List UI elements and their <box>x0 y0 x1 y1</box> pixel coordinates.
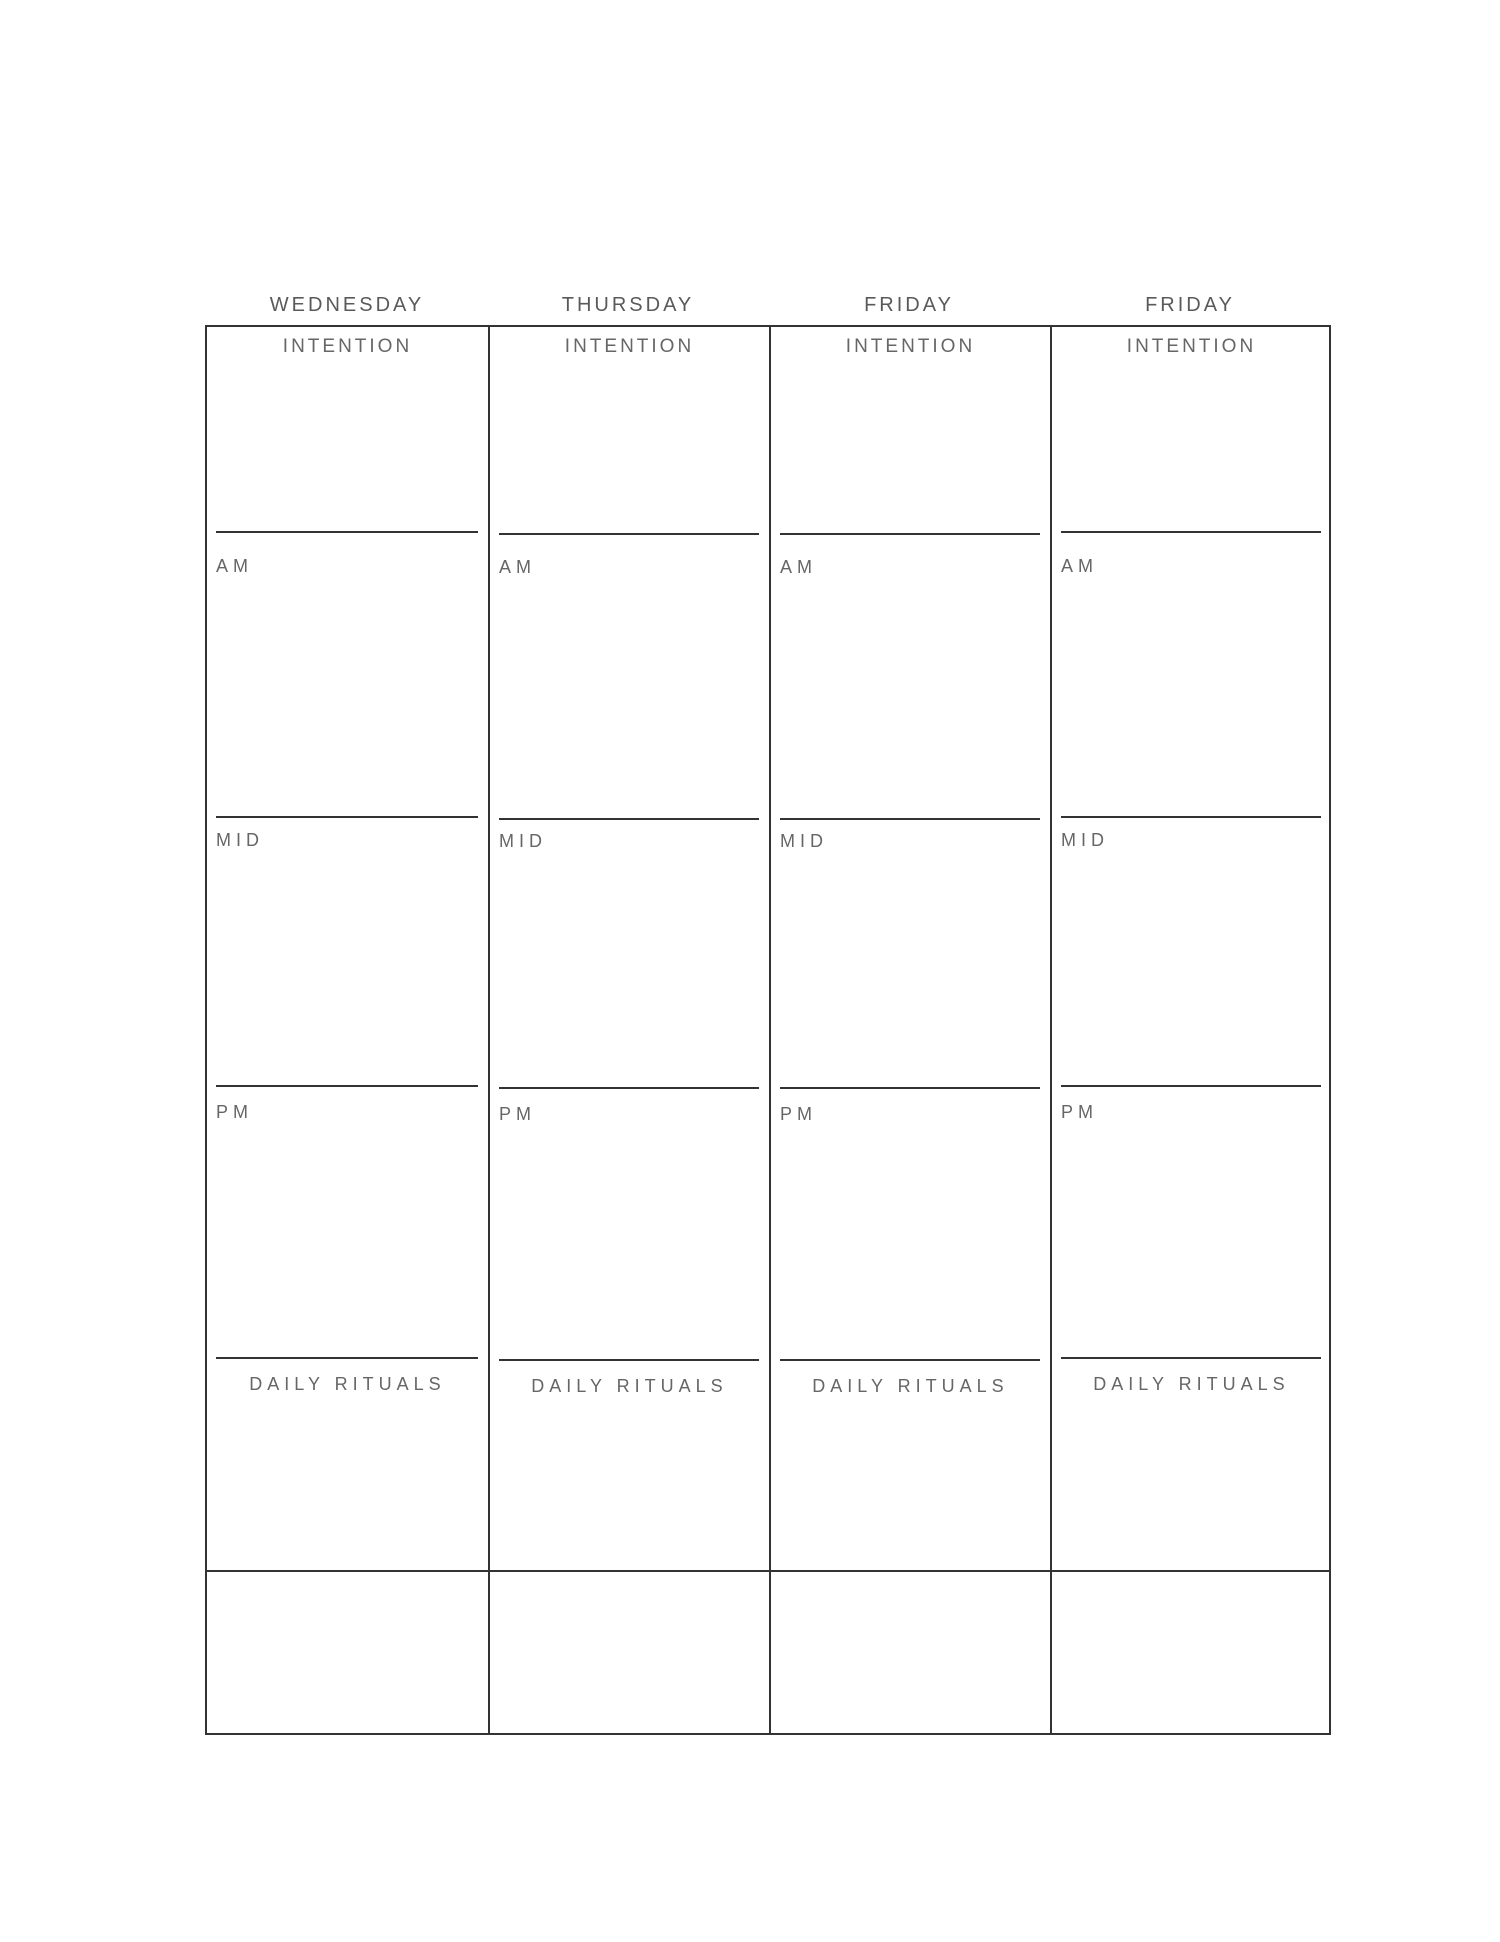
pm-divider <box>1061 1357 1321 1359</box>
daily-rituals-label: DAILY RITUALS <box>812 1376 1009 1396</box>
mid-divider <box>499 1087 759 1089</box>
daily-rituals-label: DAILY RITUALS <box>249 1374 446 1394</box>
intention-label: INTENTION <box>282 336 413 357</box>
mid-label: MID <box>780 831 828 851</box>
am-label: AM <box>1061 556 1098 576</box>
day-header-friday: FRIDAY <box>864 294 954 316</box>
day-column-friday <box>769 327 1050 1733</box>
intention-divider <box>499 533 759 535</box>
pm-label: PM <box>216 1102 253 1122</box>
am-label: AM <box>499 557 536 577</box>
intention-label: INTENTION <box>845 336 976 357</box>
intention-label: INTENTION <box>564 336 695 357</box>
mid-divider <box>216 1085 478 1087</box>
am-divider <box>780 818 1040 820</box>
am-divider <box>216 816 478 818</box>
daily-rituals-label: DAILY RITUALS <box>531 1376 728 1396</box>
day-column-wednesday <box>207 327 488 1733</box>
pm-label: PM <box>780 1104 817 1124</box>
daily-rituals-label: DAILY RITUALS <box>1093 1374 1290 1394</box>
intention-divider <box>1061 531 1321 533</box>
intention-label: INTENTION <box>1126 336 1257 357</box>
am-label: AM <box>216 556 253 576</box>
mid-divider <box>1061 1085 1321 1087</box>
day-header-thursday: THURSDAY <box>561 294 695 316</box>
pm-label: PM <box>499 1104 536 1124</box>
pm-divider <box>216 1357 478 1359</box>
notes-row-divider <box>207 1570 1329 1572</box>
mid-divider <box>780 1087 1040 1089</box>
intention-divider <box>780 533 1040 535</box>
am-label: AM <box>780 557 817 577</box>
day-header-wednesday: WEDNESDAY <box>269 294 425 316</box>
intention-divider <box>216 531 478 533</box>
am-divider <box>1061 816 1321 818</box>
pm-label: PM <box>1061 1102 1098 1122</box>
mid-label: MID <box>499 831 547 851</box>
pm-divider <box>780 1359 1040 1361</box>
am-divider <box>499 818 759 820</box>
mid-label: MID <box>216 830 264 850</box>
pm-divider <box>499 1359 759 1361</box>
mid-label: MID <box>1061 830 1109 850</box>
day-column-friday-2 <box>1050 327 1331 1733</box>
day-column-thursday <box>488 327 769 1733</box>
day-header-friday-2: FRIDAY <box>1145 294 1235 316</box>
planner-grid <box>205 325 1331 1735</box>
